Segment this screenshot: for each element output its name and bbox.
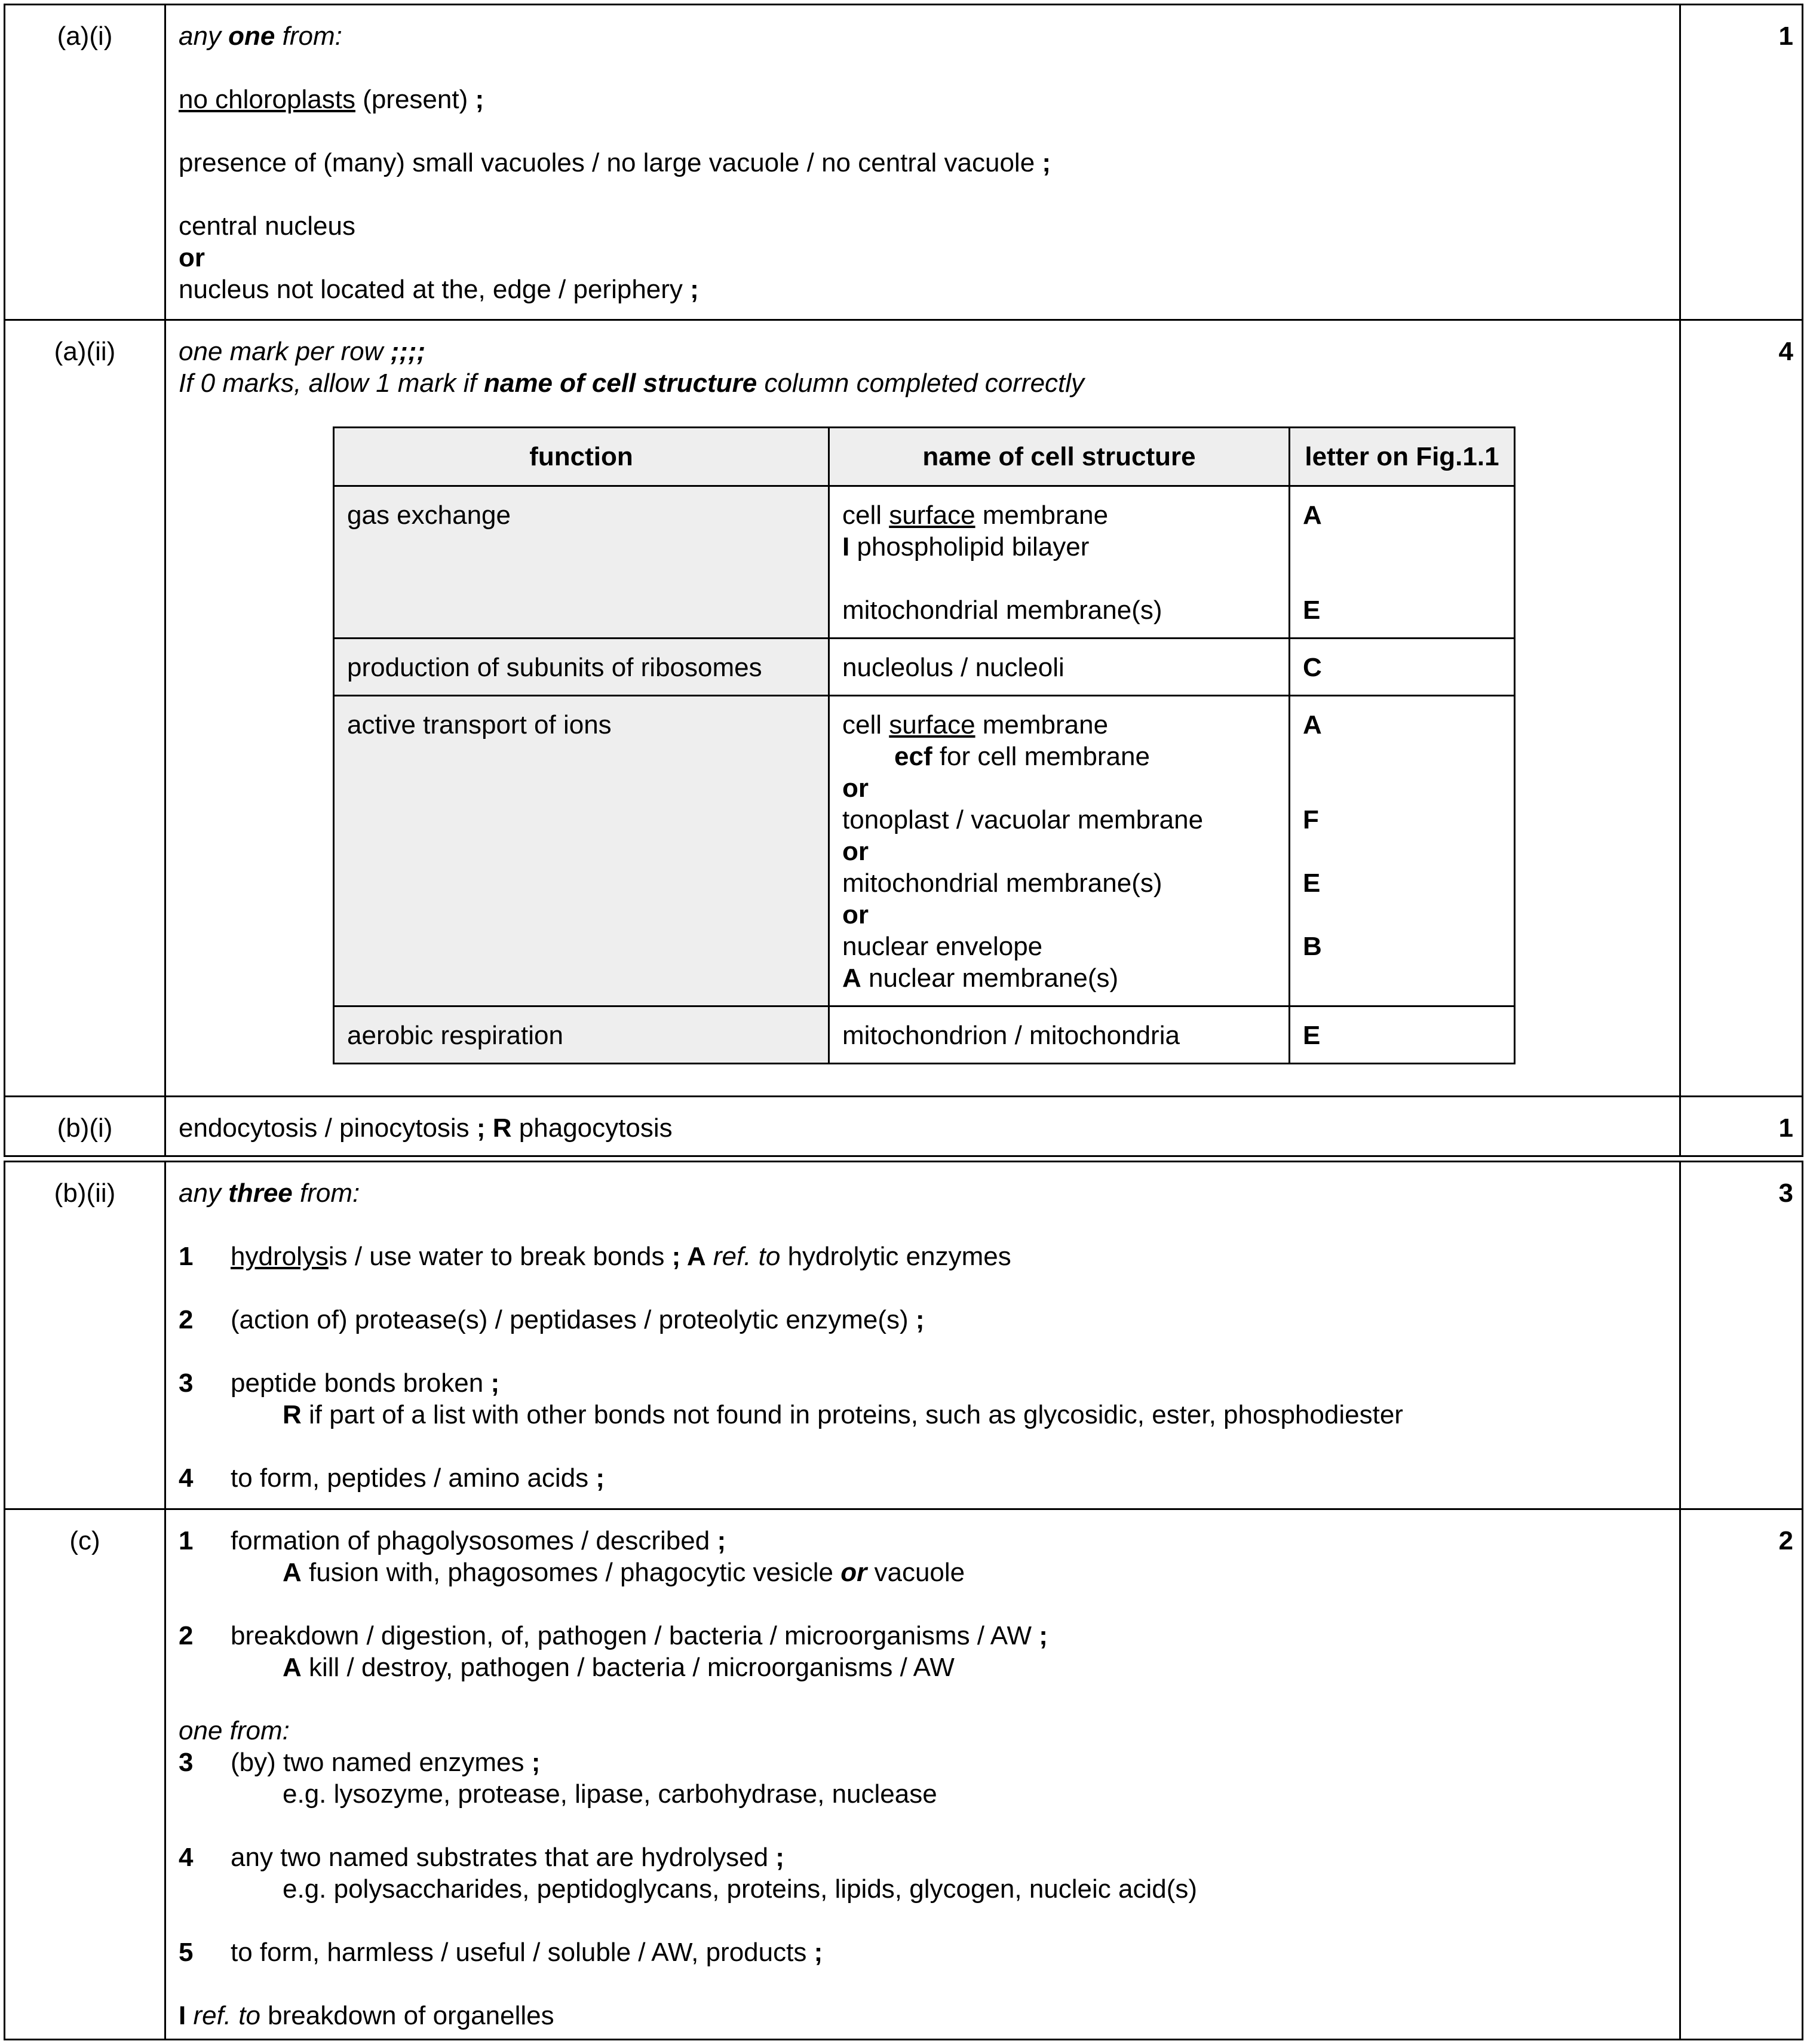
answer-cell: endocytosis / pinocytosis ; R phagocytosis bbox=[164, 1097, 1681, 1155]
structure-cell: mitochondrion / mitochondria bbox=[829, 1006, 1290, 1064]
function-cell: production of subunits of ribosomes bbox=[334, 639, 829, 696]
guidance-line: If 0 marks, allow 1 mark if name of cell structure column completed correctly bbox=[179, 369, 1085, 398]
mark-scheme-table-2 bbox=[4, 1161, 1803, 2040]
list-item: 2 breakdown / digestion, of, pathogen / bacteria / microorganisms / AW ; bbox=[179, 1621, 1048, 1650]
mark-value: 3 bbox=[1778, 1178, 1793, 1208]
table-row bbox=[334, 1006, 1515, 1064]
mark-value: 1 bbox=[1778, 1113, 1793, 1143]
row-b-i bbox=[5, 1095, 1802, 1155]
table-header-row bbox=[334, 428, 1515, 486]
list-item: 4 to form, peptides / amino acids ; bbox=[179, 1463, 605, 1493]
answer-cell bbox=[164, 321, 1681, 1095]
row-a-i bbox=[5, 5, 1802, 319]
list-item: 3 peptide bonds broken ; bbox=[179, 1368, 500, 1398]
ignore-note: I ref. to breakdown of organelles bbox=[179, 2001, 554, 2030]
table-row bbox=[334, 639, 1515, 696]
list-item: 4 any two named substrates that are hydrolysed ; bbox=[179, 1843, 784, 1872]
answer-point: presence of (many) small vacuoles / no large vacuole / no central vacuole ; bbox=[179, 148, 1051, 177]
function-cell: active transport of ions bbox=[334, 696, 829, 1006]
list-item: 2 (action of) protease(s) / peptidases / proteolytic enzyme(s) ; bbox=[179, 1305, 925, 1334]
question-label: (a)(i) bbox=[57, 22, 113, 51]
mark-value: 4 bbox=[1778, 337, 1793, 366]
mark-value: 1 bbox=[1778, 22, 1793, 51]
list-item: 5 to form, harmless / useful / soluble / AW, products ; bbox=[179, 1938, 823, 1967]
answer-point: no chloroplasts (present) ; bbox=[179, 85, 484, 114]
question-label: (b)(ii) bbox=[54, 1178, 116, 1208]
question-label: (a)(ii) bbox=[54, 337, 116, 366]
table-row bbox=[334, 696, 1515, 1006]
letter-cell: A E bbox=[1290, 486, 1515, 639]
row-c bbox=[5, 1508, 1802, 2039]
list-item: 1 hydrolysis / use water to break bonds ; A ref. to hydrolytic enzymes bbox=[179, 1242, 1011, 1271]
letter-cell: C bbox=[1290, 639, 1515, 696]
list-item: 1 formation of phagolysosomes / described ; bbox=[179, 1526, 726, 1555]
or-connector: or bbox=[179, 243, 205, 272]
list-item: 3 (by) two named enzymes ; bbox=[179, 1748, 541, 1777]
intro-line: any one from: bbox=[179, 22, 342, 51]
header-function: function bbox=[334, 428, 829, 486]
function-cell: aerobic respiration bbox=[334, 1006, 829, 1064]
one-from-label: one from: bbox=[179, 1716, 290, 1745]
structure-cell: nucleolus / nucleoli bbox=[829, 639, 1290, 696]
table-row bbox=[334, 486, 1515, 639]
question-label: (b)(i) bbox=[57, 1113, 113, 1143]
header-letter: letter on Fig.1.1 bbox=[1290, 428, 1515, 486]
row-b-ii bbox=[5, 1162, 1802, 1508]
answer-point: nucleus not located at the, edge / periphery ; bbox=[179, 275, 699, 304]
letter-cell: A F E B bbox=[1290, 696, 1515, 1006]
row-a-ii bbox=[5, 319, 1802, 1095]
header-structure: name of cell structure bbox=[829, 428, 1290, 486]
question-label: (c) bbox=[69, 1526, 100, 1555]
answer-cell: 1 formation of phagolysosomes / described ; A fusion with, phagosomes / phagocytic vesicle or vacuole 2 breakdown / digestion, of, pathogen / bacteria / microorganisms / AW ; A kill / destroy, pathogen / bacteria / microorganisms / AW one from: 3 (by) two named enzymes ; e.g. lysozyme, protease, lipase, carbohydrase, nuclease 4 any two named substrates that are hydrolysed ; e.g. polysaccharides, peptidoglycans, proteins, lipids, glycogen, nucleic acid(s) 5 to form, harmless / useful / soluble / AW, products ; I ref. to breakdown of organelles bbox=[164, 1510, 1681, 2039]
answer-cell: any three from: 1 hydrolysis / use water to break bonds ; A ref. to hydrolytic enzymes 2 (action of) protease(s) / peptidases / proteolytic enzyme(s) ; 3 peptide bonds broken ; R if part of a list with other bonds not found in proteins, such as glycosidic, ester, phosphodiester 4 to form, peptides / amino acids ; bbox=[164, 1162, 1681, 1508]
function-cell: gas exchange bbox=[334, 486, 829, 639]
letter-cell: E bbox=[1290, 1006, 1515, 1064]
answer-cell bbox=[164, 5, 1681, 319]
structure-cell: cell surface membrane I phospholipid bilayer mitochondrial membrane(s) bbox=[829, 486, 1290, 639]
mark-scheme-table-1 bbox=[4, 4, 1803, 1157]
cell-structure-table bbox=[333, 426, 1515, 1064]
guidance-line: one mark per row ;;;; bbox=[179, 337, 426, 366]
mark-value: 2 bbox=[1778, 1526, 1793, 1555]
answer-point: central nucleus bbox=[179, 211, 355, 241]
structure-cell: cell surface membrane ecf for cell membrane or tonoplast / vacuolar membrane or mitochondrial membrane(s) or nuclear envelope A nuclear membrane(s) bbox=[829, 696, 1290, 1006]
